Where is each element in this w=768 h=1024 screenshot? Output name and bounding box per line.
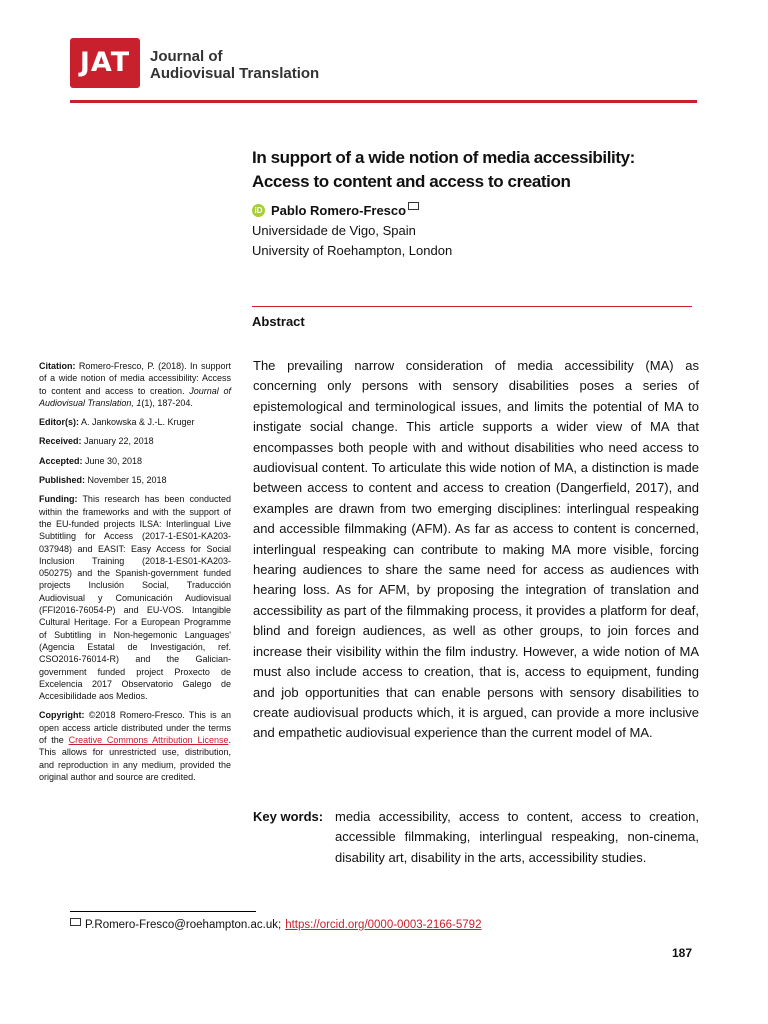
editors	[39, 416, 231, 428]
received	[39, 435, 231, 447]
footnote	[70, 919, 481, 931]
copyright-text-post: . This allows for unrestricted use, distribution, and reproduction in any medium, provided the original author and source are credited.	[39, 735, 231, 782]
journal-name-line1: Journal of	[150, 48, 223, 65]
header-divider	[70, 100, 697, 103]
affiliation-1: Universidade de Vigo, Spain	[252, 223, 416, 238]
abstract-text: The prevailing narrow consideration of media accessibility (MA) as concerning only persons with sensory disabilities poses a series of epistemological and terminological issues, and limits the potential of MA to instigate social change. This article supports a wider view of MA that encompasses both people with and without disabilities who need access to audiovisual content. To articulate this wide notion of MA, a distinction is made between access to content and access to creation (Dangerfield, 2017), and examples are drawn from two emerging disciplines: interlingual respeaking and accessible filmmaking (AFM). As far as access to content is concerned, interlingual respeaking can contribute to making MA more visible, forcing hearing audiences to share the same need for access as audiences with hearing loss. As for AFM, by proposing the integration of translation and accessibility as part of the filmmaking process, it provides a platform for deaf, blind and foreign audiences, as well as other groups, to join forces and increase their visibility within the film industry. However, a wide notion of MA must also include access to creation, that is, access to equipment, funding and job opportunities that can enable persons with sensory disabilities to create audiovisual products which, it is argued, can provide a more inclusive and empathetic audiovisual experience than the current model of MA.	[253, 358, 699, 741]
published-value: November 15, 2018	[85, 475, 167, 486]
accepted-value: June 30, 2018	[82, 455, 143, 466]
footnote-email[interactable]: P.Romero-Fresco@roehampton.ac.uk;	[85, 919, 282, 931]
copyright	[39, 709, 231, 783]
citation-journal: Journal of Audiovisual Translation, 1	[39, 385, 231, 408]
editors-value: A. Jankowska & J.-L. Kruger	[79, 417, 195, 428]
author-line	[252, 203, 419, 218]
funding-label: Funding:	[39, 494, 78, 505]
footnote-divider	[70, 911, 256, 912]
accepted	[39, 455, 231, 467]
article-info-sidebar	[39, 360, 231, 790]
article-title	[252, 146, 692, 194]
citation-pages: (1), 187-204.	[141, 397, 193, 408]
accepted-label: Accepted:	[39, 455, 83, 466]
journal-name-line2: Audiovisual Translation	[150, 65, 320, 82]
keywords-label: Key words:	[253, 809, 324, 824]
received-value: January 22, 2018	[81, 436, 154, 447]
published	[39, 474, 231, 486]
copyright-label: Copyright:	[39, 710, 85, 721]
published-label: Published:	[39, 475, 86, 486]
journal-name	[150, 48, 319, 82]
editors-label: Editor(s):	[39, 417, 79, 428]
funding-text: This research has been conducted within the frameworks and with the support of the EU-funded projects ILSA: Interlingual Live Subtitling for Access (2017-1-ES01-KA203-037948) and EASIT: Easy Access for Social Inclusion Training (2018-1-ES01-KA203-050275) and the Spanish-government funded projects Inclusión Social, Traducción Audiovisual y Comunicación Audiovisual (FFI2016-76054-P) and EU-VOS. Intangible Cultural Heritage. For a European Programme of Subtitling in Non-hegemonic Languages' (Agencia Estatal de Investigación, ref. CSO2016-76014-R) and the Galician-government funded project Proxecto de Excelencia 2017 Observatorio Galego de Accesibilidade aos Medios.	[39, 494, 231, 702]
funding	[39, 493, 231, 702]
email-icon	[70, 918, 81, 926]
license-link[interactable]: Creative Commons Attribution License	[68, 735, 229, 746]
abstract-heading: Abstract	[252, 314, 305, 329]
received-label: Received:	[39, 436, 82, 447]
journal-logo: JAT	[70, 38, 140, 88]
copyright-text-pre: ©2018 Romero-Fresco. This is an open access article distributed under the terms of the	[39, 710, 231, 746]
page-number: 187	[672, 946, 693, 960]
orcid-link[interactable]: https://orcid.org/0000-0003-2166-5792	[285, 919, 482, 931]
title-line1: In support of a wide notion of media accessibility:	[252, 148, 635, 167]
email-icon[interactable]	[408, 202, 419, 210]
keywords-text: media accessibility, access to content, access to creation, accessible filmmaking, interlingual respeaking, non-cinema, disability art, disability in the arts, accessibility studies.	[335, 809, 699, 865]
abstract-divider	[252, 306, 692, 307]
orcid-icon[interactable]: iD	[252, 204, 265, 217]
author-name: Pablo Romero-Fresco	[271, 203, 407, 218]
affiliation-2: University of Roehampton, London	[252, 243, 453, 258]
citation	[39, 360, 231, 409]
title-line2: Access to content and access to creation	[252, 172, 571, 191]
citation-label: Citation:	[39, 361, 76, 371]
citation-text: Romero-Fresco, P. (2018). In support of a wide notion of media accessibility: Access to content and access to creation.	[39, 361, 231, 396]
